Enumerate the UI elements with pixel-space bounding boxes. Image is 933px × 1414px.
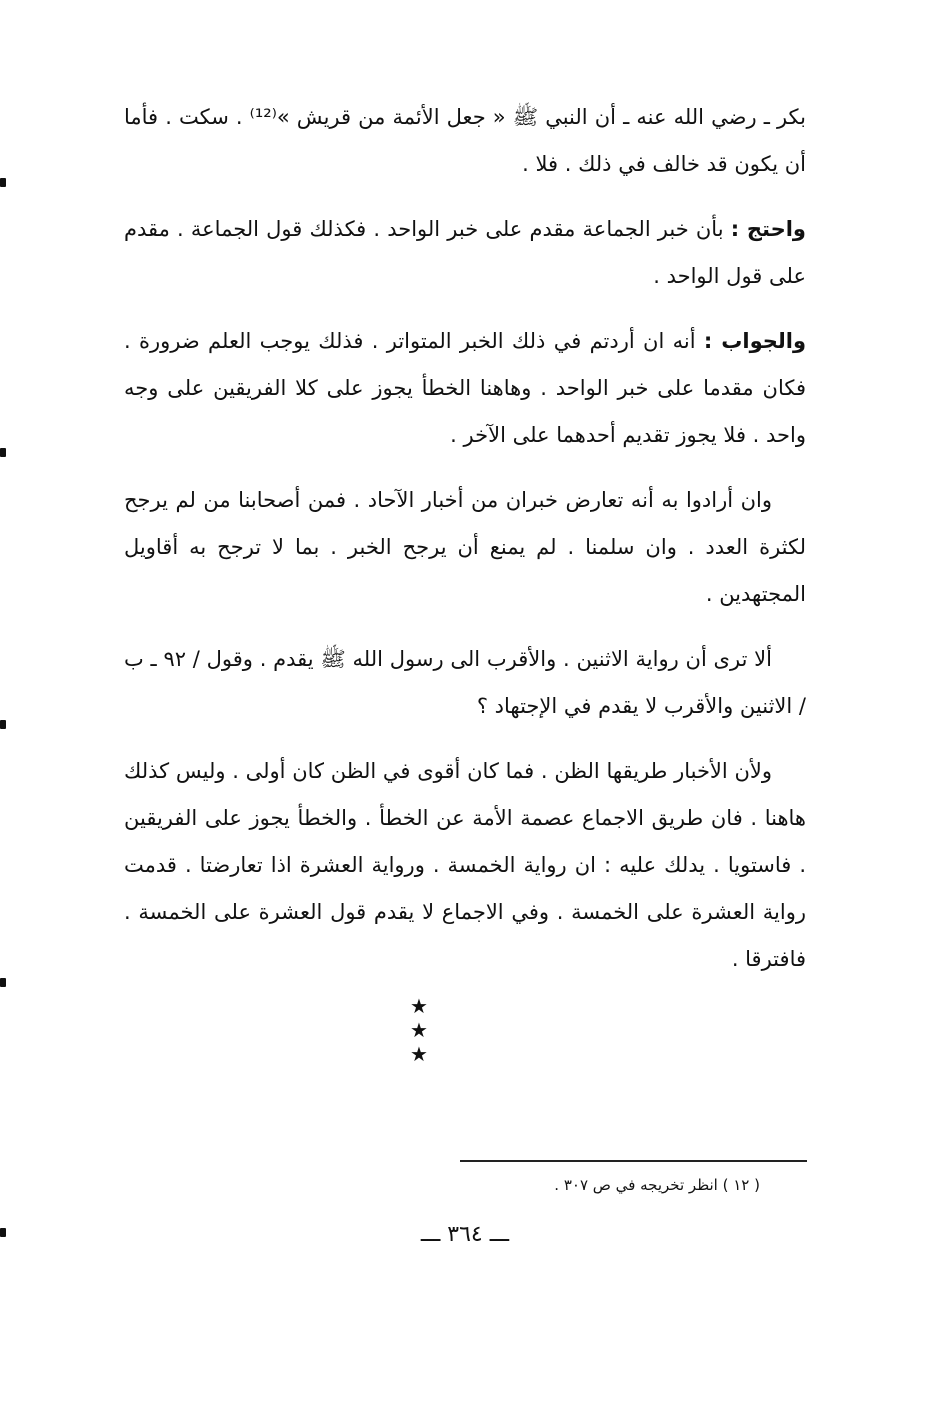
paragraph-3 — [124, 318, 806, 459]
paragraph-1 — [124, 94, 806, 188]
paragraph-text: بأن خبر الجماعة مقدم على خبر الواحد . فكذلك قول الجماعة . مقدم على قول الواحد . — [124, 217, 806, 288]
paragraph-2 — [124, 206, 806, 300]
binding-mark — [0, 1228, 6, 1237]
section-separator: ★ ★ ★ — [410, 994, 458, 1066]
body-text — [124, 94, 806, 1001]
paragraph-lead: والجواب : — [703, 329, 807, 353]
binding-mark — [0, 178, 6, 187]
footnote: ( ١٢ ) انظر تخريجه في ص ٣٠٧ . — [554, 1176, 760, 1194]
footnote-divider — [460, 1160, 807, 1162]
paragraph-text: ألا ترى أن رواية الاثنين . والأقرب الى رسول الله ﷺ يقدم . وقول / ٩٢ ـ ب / الاثنين والأقرب لا يقدم في الإجتهاد ؟ — [124, 647, 806, 718]
paragraph-text: أنه ان أردتم في ذلك الخبر المتواتر . فذلك يوجب العلم ضرورة . فكان مقدما على خبر الواحد . وهاهنا الخطأ يجوز على كلا الفريقين على وجه واحد . فلا يجوز تقديم أحدهما على الآخر . — [124, 329, 806, 447]
binding-mark — [0, 448, 6, 457]
paragraph-lead: واحتج : — [730, 217, 806, 241]
binding-mark — [0, 720, 6, 729]
paragraph-text: بكر ـ رضي الله عنه ـ أن النبي ﷺ « جعل الأئمة من قريش »⁽¹²⁾ . سكت . فأما أن يكون قد خالف في ذلك . فلا . — [124, 105, 806, 176]
paragraph-text: ولأن الأخبار طريقها الظن . فما كان أقوى في الظن كان أولى . وليس كذلك هاهنا . فان طريق الاجماع عصمة الأمة عن الخطأ . والخطأ يجوز على الفريقين . فاستويا . يدلك عليه : ان رواية الخمسة . ورواية العشرة اذا تعارضتا . قدمت رواية العشرة على الخمسة . وفي الاجماع لا يقدم قول العشرة على الخمسة . فافترقا . — [124, 759, 806, 971]
paragraph-5 — [124, 636, 806, 730]
page-number: ـــ ٣٦٤ ـــ — [420, 1222, 510, 1247]
paragraph-4 — [124, 477, 806, 618]
paragraph-6 — [124, 748, 806, 983]
paragraph-text: وان أرادوا به أنه تعارض خبران من أخبار الآحاد . فمن أصحابنا من لم يرجح لكثرة العدد . وان سلمنا . لم يمنع أن يرجح الخبر . بما لا ترجح به أقاويل المجتهدين . — [124, 488, 806, 606]
binding-mark — [0, 978, 6, 987]
